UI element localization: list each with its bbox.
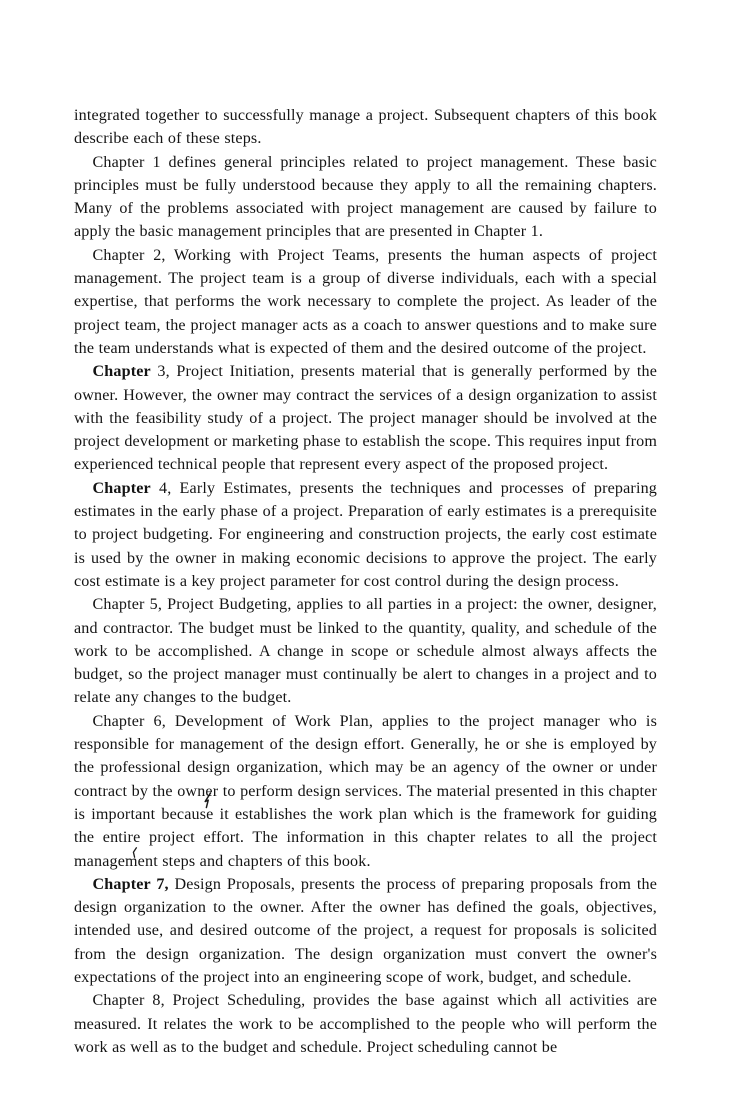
- paragraph-lead-word: Chapter: [92, 479, 151, 497]
- paragraph-chapter-7: [74, 873, 657, 989]
- paragraph-chapter-1: [74, 151, 657, 244]
- paragraph-chapter-5: [74, 593, 657, 709]
- paragraph-text: Chapter 1 defines general principles related to project management. These basic principles must be fully understood because they apply to all the remaining chapters. Many of the problems associated with project management are caused by failure to apply the basic management principles that are presented in Chapter 1.: [74, 153, 657, 241]
- paragraph-text: Design Proposals, presents the process of preparing proposals from the design organization to the owner. After the owner has defined the goals, objectives, intended use, and desired outcome of the project, a request for proposals is solicited from the design organization. The design organization must convert the owner's expectations of the project into an engineering scope of work, budget, and schedule.: [74, 875, 657, 986]
- paragraph-text: Chapter 6, Development of Work Plan, applies to the project manager who is responsible for management of the design effort. Generally, he or she is employed by the professional design organization, which may be an agency of the owner or under contract by the owner to perform design services. The material presented in this chapter is important because it establishes the work plan which is the framework for guiding the entire project effort. The information in this chapter relates to all the project management steps and chapters of this book.: [74, 712, 657, 870]
- paragraph-intro: [74, 104, 657, 151]
- page-text-column: [74, 104, 657, 1059]
- paragraph-chapter-6: [74, 710, 657, 873]
- paragraph-text: integrated together to successfully manage a project. Subsequent chapters of this book describe each of these steps.: [74, 107, 657, 148]
- paragraph-lead-word: Chapter 7,: [92, 875, 169, 893]
- paragraph-text: 4, Early Estimates, presents the techniques and processes of preparing estimates in the early phase of a project. Preparation of early estimates is a prerequisite to project budgeting. For engineering and construction projects, the early cost estimate is used by the owner in making economic decisions to approve the project. The early cost estimate is a key project parameter for cost control during the design process.: [74, 479, 657, 590]
- paragraph-chapter-8: [74, 989, 657, 1059]
- paragraph-chapter-3: [74, 360, 657, 476]
- paragraph-chapter-4: [74, 477, 657, 593]
- paragraph-text: 3, Project Initiation, presents material that is generally performed by the owner. However, the owner may contract the services of a design organization to assist with the feasibility study of a project. The project manager should be involved at the project development or marketing phase to establish the scope. This requires input from experienced technical people that represent every aspect of the proposed project.: [74, 363, 657, 474]
- paragraph-lead-word: Chapter: [92, 363, 151, 381]
- paragraph-text: Chapter 8, Project Scheduling, provides the base against which all activities are measured. It relates the work to be accomplished to the people who will perform the work as well as to the budget and schedule. Project scheduling cannot be: [74, 992, 657, 1056]
- paragraph-chapter-2: [74, 244, 657, 360]
- paragraph-text: Chapter 2, Working with Project Teams, presents the human aspects of project management. The project team is a group of diverse individuals, each with a special expertise, that performs the work necessary to complete the project. As leader of the project team, the project manager acts as a coach to answer questions and to make sure the team understands what is expected of them and the desired outcome of the project.: [74, 246, 657, 357]
- paragraph-text: Chapter 5, Project Budgeting, applies to all parties in a project: the owner, designer, and contractor. The budget must be linked to the quantity, quality, and schedule of the work to be accomplished. A change in scope or schedule almost always affects the budget, so the project manager must continually be alert to changes in a project and to relate any changes to the budget.: [74, 596, 657, 707]
